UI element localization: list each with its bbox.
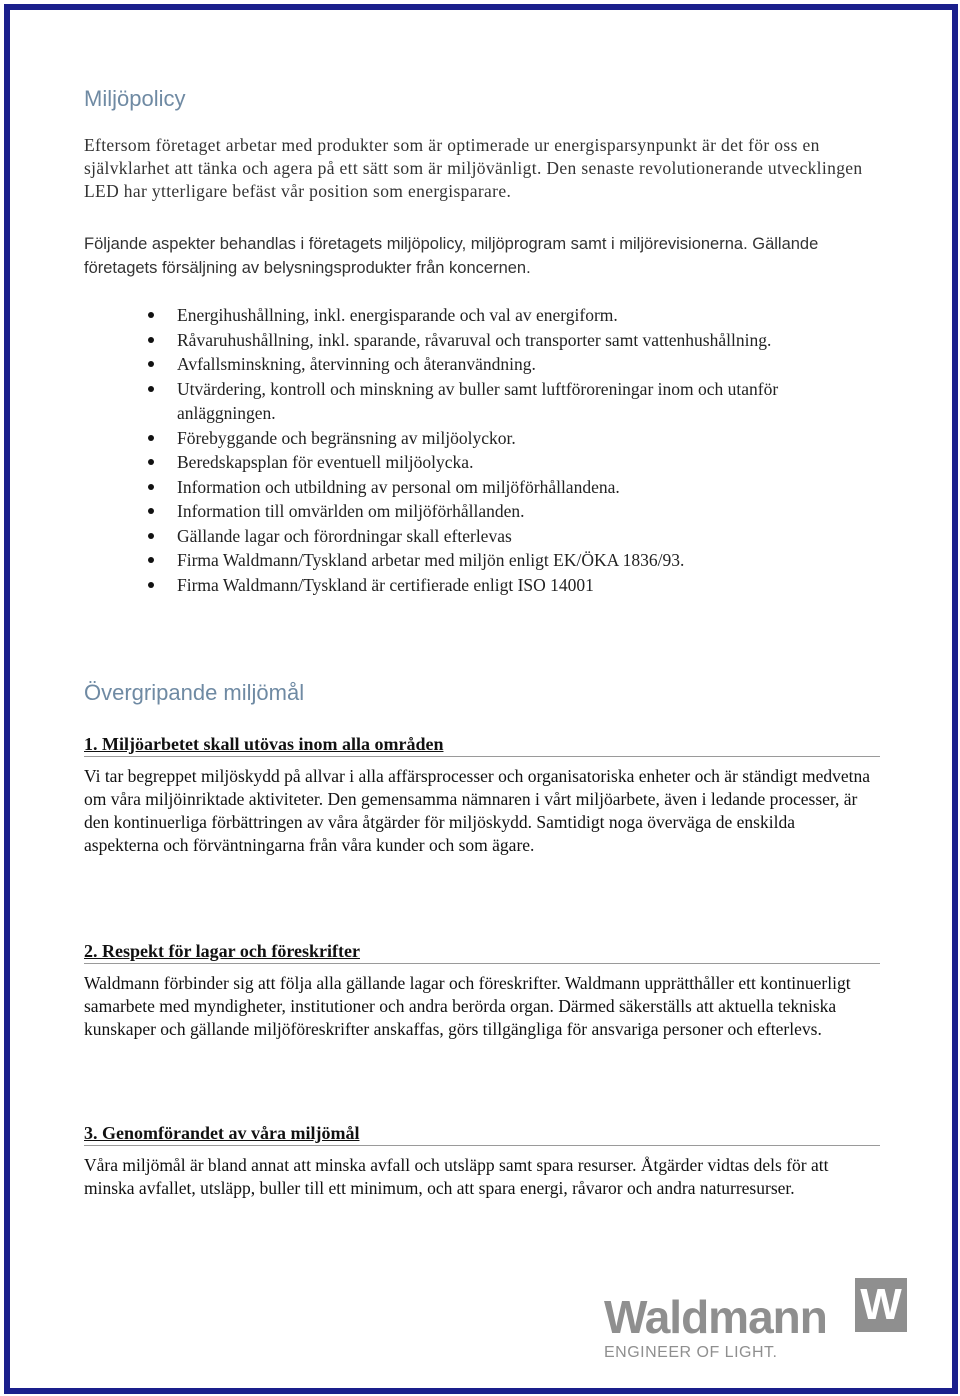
bullet-icon [148,582,154,588]
bullet-icon [148,337,154,343]
goals-heading: Övergripande miljömål [84,680,305,705]
bullet-icon [148,533,154,539]
bullet-icon [148,508,154,514]
section-heading-2: 2. Respekt för lagar och föreskrifter [84,941,880,964]
logo-w-icon: W [855,1278,907,1332]
logo-tagline: ENGINEER OF LIGHT. [604,1344,778,1361]
section-text-3: Våra miljömål är bland annat att minska avfall och utsläpp samt spara resurser. Åtgärder vidtas dels för att minska avfallet, utsläpp, buller till ett minimum, och att spara energi, råvaror och andra naturresurser. [84,1155,829,1198]
intro-paragraph: Eftersom företaget arbetar med produkter som är optimerade ur energisparsynpunkt är det för oss en självklarhet att tänka och agera på ett sätt som är miljövänligt. Den senaste revolutionerande utvecklingen LED har ytterligare befäst vår position som energisparare. [84,135,863,201]
list-item: Energihushållning, inkl. energisparande och val av energiform. [84,303,864,328]
section-text-2: Waldmann förbinder sig att följa alla gällande lagar och föreskrifter. Waldmann upprätthåller ett kontinuerligt samarbete med myndigheter, institutioner och andra berörda organ. Därmed säkerställs att aktuella tekniska kunskaper och gällande miljöföreskrifter anskaffas, görs tillgängliga för ansvariga personer och efterlevs. [84,973,851,1039]
list-item: Information till omvärlden om miljöförhållanden. [84,499,864,524]
list-item: Råvaruhushållning, inkl. sparande, råvaruval och transporter samt vattenhushållning. [84,328,864,353]
page-title: Miljöpolicy [84,86,186,111]
list-item: Information och utbildning av personal om miljöförhållandena. [84,475,864,500]
list-item: Beredskapsplan för eventuell miljöolycka. [84,450,864,475]
list-item: Avfallsminskning, återvinning och återanvändning. [84,352,864,377]
bullet-icon [148,361,154,367]
list-item: Firma Waldmann/Tyskland är certifierade enligt ISO 14001 [84,573,864,598]
bullet-icon [148,557,154,563]
section-heading-1: 1. Miljöarbetet skall utövas inom alla områden [84,734,880,757]
aspects-paragraph: Följande aspekter behandlas i företagets miljöpolicy, miljöprogram samt i miljörevisionerna. Gällande företagets försäljning av belysningsprodukter från koncernen. [84,235,819,277]
section-text-1: Vi tar begreppet miljöskydd på allvar i alla affärsprocesser och organisatoriska enheter och är ständigt medvetna om våra miljöinriktade aktiviteter. Den gemensamma nämnaren i vårt miljöarbete, även i ledande processer, är den kontinuerliga förbättringen av våra åtgärder för miljöskydd. Samtidigt noga överväga de enskilda aspekterna och förväntningarna från våra kunder och som ägare. [84,766,871,855]
list-item: Förebyggande och begränsning av miljöolyckor. [84,426,864,451]
aspects-list [84,303,864,597]
list-item: Firma Waldmann/Tyskland arbetar med miljön enligt EK/ÖKA 1836/93. [84,548,864,573]
bullet-icon [148,312,154,318]
logo-wordmark: Waldmann [604,1291,827,1343]
list-item: Utvärdering, kontroll och minskning av buller samt luftföroreningar inom och utanför anläggningen. [84,377,864,426]
section-heading-3: 3. Genomförandet av våra miljömål [84,1123,880,1146]
bullet-icon [148,386,154,392]
waldmann-logo [582,1278,912,1368]
list-item: Gällande lagar och förordningar skall efterlevas [84,524,864,549]
bullet-icon [148,484,154,490]
bullet-icon [148,435,154,441]
bullet-icon [148,459,154,465]
